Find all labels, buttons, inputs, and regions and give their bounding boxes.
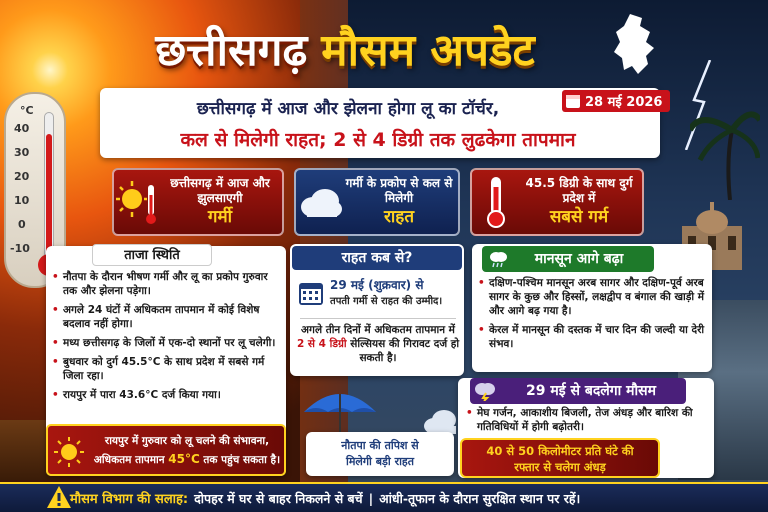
card-hottest-text: 45.5 डिग्री के साथ दुर्ग प्रदेश में <box>525 176 633 205</box>
tick-label: 10 <box>14 194 30 207</box>
title-state: छत्तीसगढ़ <box>155 25 308 76</box>
note-line-2-post: तक पहुंच सकता है। <box>203 454 281 466</box>
tick-label: 0 <box>18 218 26 231</box>
weather-change-label: 29 मई से बदलेगा मौसम <box>470 378 686 404</box>
date-text: 28 मई 2026 <box>585 95 663 110</box>
advisory-text-1: दोपहर में घर से बाहर निकलने से बचें <box>194 490 363 506</box>
monsoon-label: मानसून आगे बढ़ा <box>482 246 654 272</box>
list-item: • बुधवार को दुर्ग 45.5°C के साथ प्रदेश में सबसे गर्म जिला रहा। <box>52 355 282 383</box>
card-heat-text: छत्तीसगढ़ में आज और झुलसाएगी <box>170 176 270 205</box>
thunderstorm-icon <box>474 381 496 401</box>
note-temperature: 45°C <box>168 452 200 466</box>
card-relief <box>294 168 460 236</box>
advisory-label: मौसम विभाग की सलाह: <box>70 492 189 507</box>
chhattisgarh-map-icon <box>610 12 656 76</box>
list-item: • अगले 24 घंटों में अधिकतम तापमान में कोई विशेष बदलाव नहीं होगा। <box>52 303 282 331</box>
rain-cloud-icon <box>488 249 508 269</box>
bubble-line-2: मिलेगी बड़ी राहत <box>345 455 415 468</box>
temperature-drop-note <box>296 323 460 365</box>
card-heat-title: गर्मी <box>207 207 233 227</box>
cloud-icon <box>296 174 344 230</box>
card-relief-text: गर्मी के प्रकोप से कल से मिलेगी <box>345 176 453 205</box>
raipur-heatwave-note <box>46 424 286 476</box>
drop-text-pre: अगले तीन दिनों में अधिकतम तापमान में <box>301 324 455 336</box>
headline-line-1: छत्तीसगढ़ में आज और झेलना होगा लू का टॉर्चर, <box>196 99 500 119</box>
thermometer-mercury <box>46 134 52 264</box>
wind-line-2: रफ्तार से चलेगा अंधड़ <box>514 460 606 474</box>
wind-icon <box>664 442 700 472</box>
tick-label: -10 <box>10 242 30 255</box>
relief-bubble <box>306 432 454 476</box>
calendar-icon <box>566 95 580 108</box>
palm-tree-icon <box>690 100 760 200</box>
relief-label: राहत कब से? <box>292 246 462 270</box>
latest-status-label: ताजा स्थिति <box>92 244 212 266</box>
note-line-2-pre: अधिकतम तापमान <box>93 454 165 466</box>
drop-range: 2 से 4 डिग्री <box>296 338 347 350</box>
page-title <box>80 8 610 88</box>
sun-icon <box>53 436 85 468</box>
wind-speed-note <box>460 438 660 478</box>
bubble-line-1: नौतपा की तपिश से <box>341 439 419 452</box>
advisory-bar <box>0 482 768 512</box>
date-badge <box>562 90 670 112</box>
title-update: मौसम अपडेट <box>321 25 535 76</box>
latest-status-list <box>52 270 282 407</box>
card-hottest-title: सबसे गर्म <box>549 207 609 227</box>
advisory-separator: | <box>368 490 374 506</box>
drop-text-post: सेल्सियस की गिरावट दर्ज हो सकती है। <box>350 338 460 364</box>
note-line-1: रायपुर में गुरुवार को लू चलने की संभावना, <box>104 435 270 447</box>
tick-label: 20 <box>14 170 30 183</box>
calendar-icon <box>298 280 324 306</box>
relief-date-note: तपती गर्मी से राहत की उम्मीद। <box>330 296 443 307</box>
list-item: • मेघ गर्जन, आकाशीय बिजली, तेज अंधड़ और बारिश की गतिविधियों में होगी बढ़ोतरी। <box>466 406 710 434</box>
headline-line-2: कल से मिलेगी राहत; 2 से 4 डिग्री तक लुढकेगा तापमान <box>180 129 576 151</box>
warning-icon <box>46 485 72 509</box>
card-hottest <box>470 168 644 236</box>
thermometer-icon <box>472 174 520 230</box>
list-item: • नौतपा के दौरान भीषण गर्मी और लू का प्रकोप गुरुवार तक और झेलना पड़ेगा। <box>52 270 282 298</box>
list-item: • केरल में मानसून की दस्तक में चार दिन की जल्दी या देरी संभव। <box>478 323 708 351</box>
list-item: • दक्षिण-पश्चिम मानसून अरब सागर और दक्षिण-पूर्व अरब सागर के कुछ और हिस्सों, लक्षद्वीप व बंगाल की खाड़ी में और आगे बढ़ गया है। <box>478 276 708 318</box>
card-relief-title: राहत <box>383 207 415 227</box>
scale-unit: °C <box>20 104 34 117</box>
relief-date: 29 मई (शुक्रवार) से <box>330 278 424 292</box>
wind-line-1: 40 से 50 किलोमीटर प्रति घंटे की <box>486 444 634 458</box>
card-heat <box>112 168 284 236</box>
list-item: • रायपुर में पारा 43.6°C दर्ज किया गया। <box>52 388 282 402</box>
list-item: • मध्य छत्तीसगढ़ के जिलों में एक-दो स्थानों पर लू चलेगी। <box>52 336 282 350</box>
monsoon-list <box>478 276 708 356</box>
sun-thermometer-icon <box>114 174 162 230</box>
tick-label: 30 <box>14 146 30 159</box>
advisory-text-2: आंधी-तूफान के दौरान सुरक्षित स्थान पर रहें। <box>379 490 581 506</box>
weather-change-list <box>466 406 710 439</box>
tick-label: 40 <box>14 122 30 135</box>
divider <box>300 318 456 319</box>
